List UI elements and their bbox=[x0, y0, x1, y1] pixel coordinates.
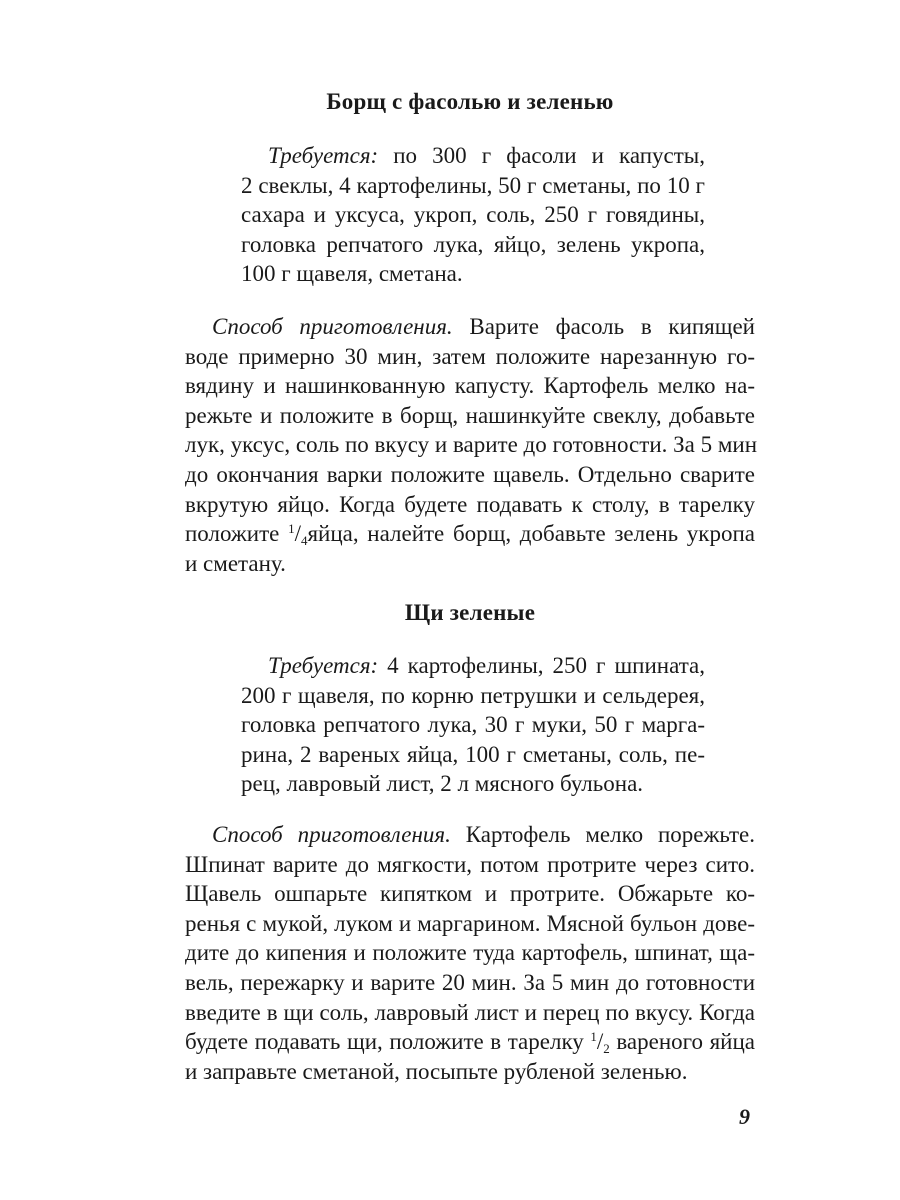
method-line: и заправьте сметаной, посыпьте рубленой зеленью. bbox=[185, 1058, 688, 1084]
ingredients-paragraph bbox=[241, 141, 705, 289]
method-line bbox=[185, 519, 755, 549]
fraction-prefix: положите bbox=[185, 521, 289, 547]
ingredients-paragraph bbox=[241, 651, 705, 799]
method-line: до окончания варки положите щавель. Отдельно сварите bbox=[185, 461, 755, 487]
ingredients-text: 4 картофелины, 250 г шпината, bbox=[378, 653, 705, 678]
ingredients-line: головка репчатого лука, яйцо, зелень укропа, bbox=[241, 231, 705, 257]
method-line: лук, уксус, соль по вкусу и варите до готовности. За 5 мин bbox=[185, 432, 758, 458]
ingredients-lead: Требуется: bbox=[268, 143, 379, 168]
method-line: ренья с мукой, луком и маргарином. Мясной бульон дове- bbox=[185, 910, 755, 936]
method-line: и сметану. bbox=[185, 550, 286, 576]
method-line: дите до кипения и положите туда картофель, шпинат, ща- bbox=[185, 940, 755, 966]
ingredients-line bbox=[241, 651, 705, 681]
ingredients-line: 2 свеклы, 4 картофелины, 50 г сметаны, по 10 г bbox=[241, 172, 705, 198]
fraction-prefix: будете подавать щи, положите в тарелку bbox=[185, 1029, 591, 1055]
ingredients-line: сахара и уксуса, укроп, соль, 250 г говядины, bbox=[241, 202, 705, 228]
fraction-slash: / bbox=[294, 521, 301, 547]
page-number: 9 bbox=[739, 1104, 750, 1129]
method-line bbox=[185, 1027, 755, 1057]
method-line: вядину и нашинкованную капусту. Картофель мелко на- bbox=[185, 373, 755, 399]
ingredients-line: 100 г щавеля, сметана. bbox=[241, 261, 463, 287]
method-paragraph bbox=[185, 820, 755, 1086]
method-line: вкрутую яйцо. Когда будете подавать к столу, в тарелку bbox=[185, 491, 755, 517]
method-line: режьте и положите в борщ, нашинкуйте свеклу, добавьте bbox=[185, 402, 755, 428]
method-line bbox=[185, 820, 755, 850]
fraction-numerator: 1 bbox=[590, 1029, 597, 1045]
method-line: вель, пережарку и варите 20 мин. За 5 мин до готовности bbox=[185, 969, 755, 995]
ingredients-text: по 300 г фасоли и капусты, bbox=[378, 143, 705, 168]
fraction-suffix: яйца, налейте борщ, добавьте зелень укропа bbox=[307, 521, 755, 547]
method-paragraph bbox=[185, 312, 758, 578]
fraction-numerator: 1 bbox=[288, 521, 295, 537]
fraction-slash: / bbox=[596, 1029, 604, 1055]
method-lead: Способ приготовления. bbox=[212, 822, 451, 847]
method-text: Варите фасоль в кипящей bbox=[452, 314, 755, 339]
method-text: Картофель мелко порежьте. bbox=[450, 822, 755, 847]
method-line: Щавель ошпарьте кипятком и протрите. Обжарьте ко- bbox=[185, 881, 755, 907]
method-line: воде примерно 30 мин, затем положите нарезанную го- bbox=[185, 343, 755, 369]
method-line bbox=[185, 312, 755, 342]
ingredients-line: головка репчатого лука, 30 г муки, 50 г марга- bbox=[241, 712, 705, 738]
ingredients-line bbox=[241, 141, 705, 171]
fraction-denominator: 2 bbox=[603, 1041, 610, 1057]
method-lead: Способ приготовления. bbox=[212, 314, 453, 339]
recipe-title: Щи зеленые bbox=[404, 600, 536, 625]
recipe-title: Борщ с фасолью и зеленью bbox=[326, 89, 614, 114]
fraction-denominator: 4 bbox=[300, 533, 308, 549]
method-line: Шпинат варите до мягкости, потом протрите через сито. bbox=[185, 851, 755, 877]
ingredients-line: 200 г щавеля, по корню петрушки и сельдерея, bbox=[241, 682, 705, 708]
ingredients-line: рец, лавровый лист, 2 л мясного бульона. bbox=[241, 771, 644, 797]
ingredients-lead: Требуется: bbox=[268, 653, 379, 678]
fraction-suffix: вареного яйца bbox=[609, 1029, 755, 1055]
method-line: введите в щи соль, лавровый лист и перец по вкусу. Когда bbox=[185, 999, 755, 1025]
ingredients-line: рина, 2 вареных яйца, 100 г сметаны, соль, пе- bbox=[241, 741, 705, 767]
